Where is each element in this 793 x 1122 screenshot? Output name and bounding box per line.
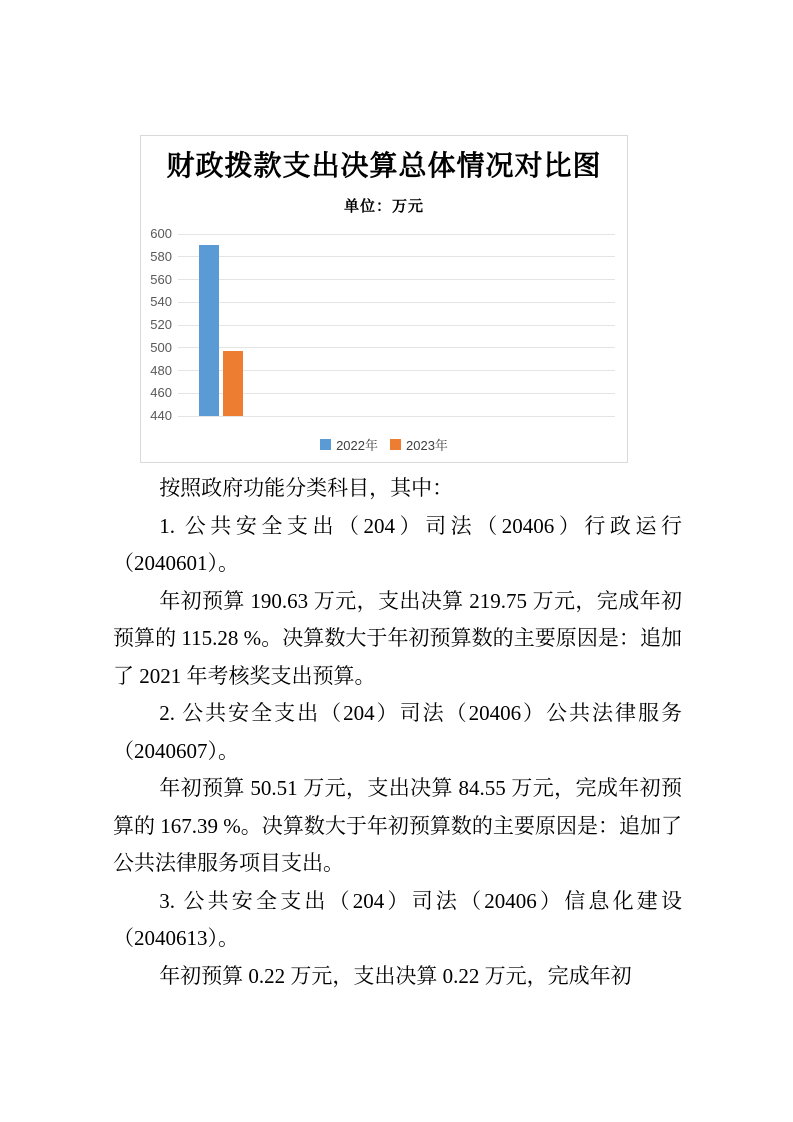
y-axis-tick-label: 480 (150, 362, 172, 378)
paragraph-item-2: 2. 公共安全支出（204）司法（20406）公共法律服务（2040607）。 (113, 701, 682, 763)
y-axis-tick-label: 560 (150, 271, 172, 287)
bar-2022年 (199, 245, 219, 416)
chart-unit-label: 单位：万元 (343, 199, 424, 215)
y-axis-tick-label: 540 (150, 294, 172, 310)
y-axis-tick-label: 580 (150, 248, 172, 264)
legend-item (320, 435, 378, 454)
gridline (178, 234, 615, 235)
paragraph-item-1: 1. 公共安全支出（204）司法（20406）行政运行（2040601）。 (113, 513, 682, 575)
paragraph-item-3: 3. 公共安全支出（204）司法（20406）信息化建设（2040613）。 (113, 888, 682, 950)
chart-title: 财政拨款支出决算总体情况对比图 (166, 151, 602, 182)
paragraph-item-2-detail: 年初预算 50.51 万元，支出决算 84.55 万元，完成年初预算的 167.39 %。决算数大于年初预算数的主要原因是：追加了公共法律服务项目支出。 (113, 776, 682, 875)
y-axis-tick-label: 600 (150, 226, 172, 241)
gridline (178, 416, 615, 417)
gridline (178, 302, 615, 303)
paragraph-intro: 按照政府功能分类科目，其中： (159, 476, 454, 500)
y-axis-tick-label: 460 (150, 385, 172, 401)
bar-chart (140, 135, 628, 463)
gridline (178, 256, 615, 257)
legend-label: 2023年 (406, 438, 448, 453)
y-axis-tick-label: 500 (150, 339, 172, 355)
body-text (113, 470, 682, 995)
gridline (178, 393, 615, 394)
y-axis-tick-label: 520 (150, 317, 172, 332)
gridline (178, 370, 615, 371)
gridline (178, 347, 615, 348)
legend-swatch-icon (320, 439, 331, 450)
bar-2023年 (223, 351, 243, 416)
y-axis-tick-label: 440 (150, 408, 172, 423)
legend-swatch-icon (390, 439, 401, 450)
chart-plot (150, 226, 615, 423)
paragraph-item-3-detail: 年初预算 0.22 万元，支出决算 0.22 万元，完成年初 (159, 963, 632, 988)
gridline (178, 325, 615, 326)
gridline (178, 279, 615, 280)
legend-item (390, 435, 448, 454)
chart-legend (141, 435, 627, 454)
paragraph-item-1-detail: 年初预算 190.63 万元，支出决算 219.75 万元，完成年初预算的 115.28 %。决算数大于年初预算数的主要原因是：追加了 2021 年考核奖支出预算。 (113, 588, 682, 688)
legend-label: 2022年 (336, 438, 378, 453)
